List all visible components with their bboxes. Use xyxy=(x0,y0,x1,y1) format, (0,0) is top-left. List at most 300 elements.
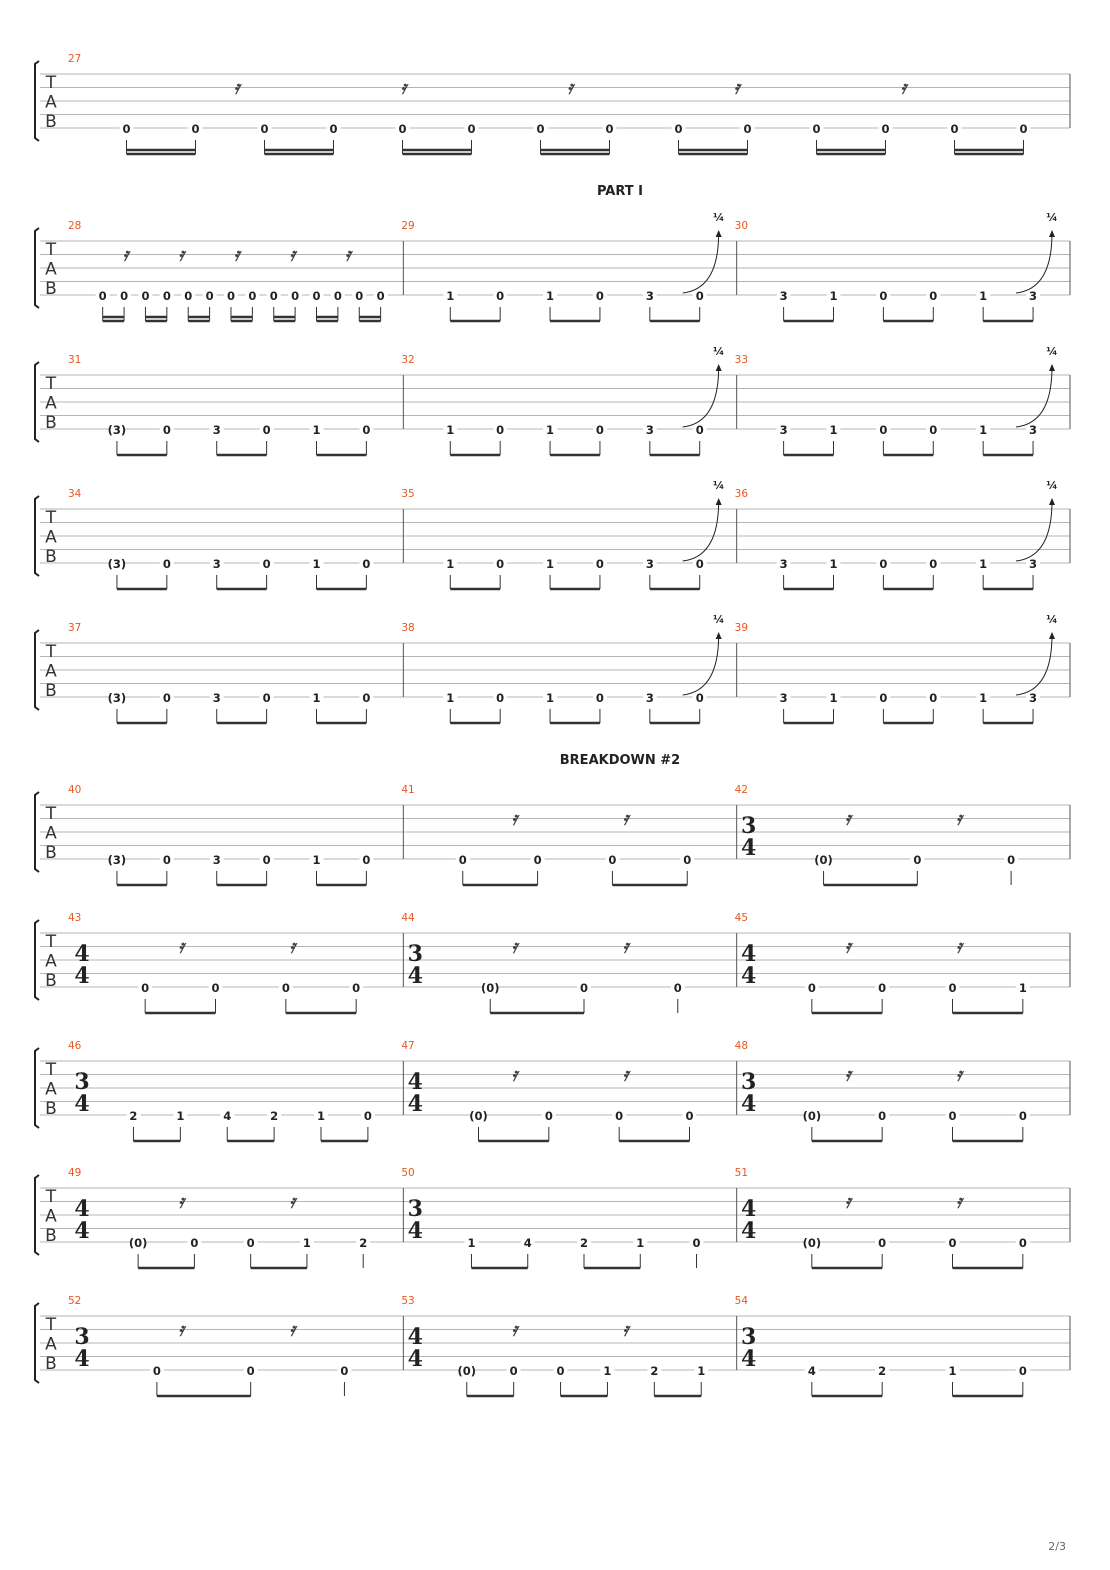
fret-number: 0 xyxy=(329,122,338,136)
fret-number: 0 xyxy=(362,853,371,867)
time-signature-bottom: 4 xyxy=(74,1346,90,1372)
tab-clef-letter: B xyxy=(45,1099,57,1119)
measure-number: 36 xyxy=(734,488,749,500)
time-signature-top: 4 xyxy=(407,1069,423,1095)
fret-number: 1 xyxy=(176,1109,185,1123)
bend-arrowhead xyxy=(716,364,722,371)
fret-number: 2 xyxy=(878,1364,887,1378)
measure xyxy=(401,912,684,1013)
fret-number: 0 xyxy=(355,289,364,303)
fret-number: 0 xyxy=(141,289,150,303)
fret-number: 0 xyxy=(879,423,888,437)
fret-number: 0 xyxy=(362,423,371,437)
rest-symbol: 𝄿 xyxy=(622,1319,629,1341)
measure xyxy=(401,1040,696,1141)
fret-number: 0 xyxy=(615,1109,624,1123)
fret-number: 0 xyxy=(950,122,959,136)
bend-curve xyxy=(683,233,719,293)
fret-number: 0 xyxy=(695,691,704,705)
fret-number: 3 xyxy=(212,557,221,571)
rest-symbol: 𝄿 xyxy=(178,1191,184,1213)
fret-number: (0) xyxy=(480,981,500,995)
tab-clef-letter: T xyxy=(45,1187,57,1207)
fret-number: (0) xyxy=(802,1109,822,1123)
time-signature-bottom: 4 xyxy=(74,963,90,989)
measure xyxy=(68,1167,370,1268)
time-signature-bottom: 4 xyxy=(741,1218,757,1244)
time-signature-top: 3 xyxy=(407,1196,423,1222)
fret-number: (0) xyxy=(128,1236,148,1250)
fret-number: 0 xyxy=(262,853,271,867)
measure xyxy=(735,1295,1030,1396)
fret-number: 0 xyxy=(878,1236,887,1250)
time-signature-top: 3 xyxy=(74,1324,90,1350)
fret-number: 0 xyxy=(1018,1236,1027,1250)
fret-number: 0 xyxy=(162,557,171,571)
fret-number: 0 xyxy=(122,122,131,136)
tab-system xyxy=(35,1040,1070,1141)
bend-curve xyxy=(683,635,719,695)
rest-symbol: 𝄿 xyxy=(345,244,351,266)
time-signature-bottom: 4 xyxy=(74,1218,90,1244)
fret-number: 0 xyxy=(496,289,505,303)
tab-clef-letter: T xyxy=(45,73,57,93)
fret-number: 0 xyxy=(162,691,171,705)
rest-symbol: 𝄿 xyxy=(289,936,295,958)
tab-system xyxy=(35,345,1070,455)
bend-curve xyxy=(1016,367,1052,427)
rest-symbol: 𝄿 xyxy=(289,244,295,266)
fret-number: 0 xyxy=(467,122,476,136)
bend-curve xyxy=(683,501,719,561)
measure xyxy=(401,479,724,589)
fret-number: 0 xyxy=(211,981,220,995)
fret-number: 0 xyxy=(929,289,938,303)
system-bracket xyxy=(35,228,39,308)
measure xyxy=(68,488,373,589)
fret-number: 3 xyxy=(645,557,654,571)
fret-number: 1 xyxy=(948,1364,957,1378)
fret-number: 1 xyxy=(302,1236,311,1250)
fret-number: 3 xyxy=(1029,691,1038,705)
fret-number: 2 xyxy=(359,1236,368,1250)
fret-number: 0 xyxy=(162,289,171,303)
measure xyxy=(68,220,388,321)
time-signature-bottom: 4 xyxy=(407,1091,423,1117)
fret-number: 0 xyxy=(190,1236,199,1250)
fret-number: 0 xyxy=(948,1109,957,1123)
time-signature-bottom: 4 xyxy=(74,1091,90,1117)
fret-number: 1 xyxy=(312,853,321,867)
rest-symbol: 𝄿 xyxy=(289,1191,295,1213)
system-bracket xyxy=(35,362,39,442)
fret-number: 0 xyxy=(362,691,371,705)
system-bracket xyxy=(35,1175,39,1255)
fret-number: 0 xyxy=(152,1364,161,1378)
tab-clef-letter: T xyxy=(45,374,57,394)
measure-number: 54 xyxy=(734,1295,749,1307)
rest-symbol: 𝄿 xyxy=(122,244,129,266)
fret-number: (0) xyxy=(457,1364,477,1378)
rest-symbol: 𝄿 xyxy=(622,808,629,830)
fret-number: 0 xyxy=(544,1109,553,1123)
measure xyxy=(401,784,694,885)
measure xyxy=(68,622,373,723)
measure-number: 47 xyxy=(401,1040,415,1052)
fret-number: 0 xyxy=(362,557,371,571)
fret-number: 1 xyxy=(979,691,988,705)
fret-number: (3) xyxy=(107,691,127,705)
fret-number: 0 xyxy=(683,853,692,867)
measure xyxy=(68,1040,375,1141)
fret-number: 0 xyxy=(376,289,385,303)
rest-symbol: 𝄿 xyxy=(956,1064,962,1086)
tab-clef-letter: T xyxy=(45,508,57,528)
bend-curve xyxy=(1016,233,1052,293)
fret-number: 4 xyxy=(807,1364,816,1378)
measure-number: 43 xyxy=(68,912,82,924)
fret-number: 3 xyxy=(1029,423,1038,437)
fret-number: 0 xyxy=(881,122,890,136)
fret-number: 0 xyxy=(913,853,922,867)
measure-number: 39 xyxy=(734,622,749,634)
measure-number: 32 xyxy=(401,354,415,366)
measure xyxy=(735,912,1030,1013)
tab-clef-letter: T xyxy=(45,804,57,824)
time-signature-bottom: 4 xyxy=(407,1346,423,1372)
time-signature-top: 4 xyxy=(74,941,90,967)
fret-number: 1 xyxy=(446,557,455,571)
tab-clef-letter: B xyxy=(45,1354,57,1374)
fret-number: 0 xyxy=(536,122,545,136)
fret-number: 0 xyxy=(879,691,888,705)
rest-symbol: 𝄿 xyxy=(178,1319,184,1341)
fret-number: 0 xyxy=(695,423,704,437)
fret-number: 3 xyxy=(779,423,788,437)
measure-number: 29 xyxy=(401,220,415,232)
fret-number: 0 xyxy=(260,122,269,136)
tab-clef-letter: A xyxy=(45,1079,57,1100)
fret-number: 0 xyxy=(605,122,614,136)
system-bracket xyxy=(35,1303,39,1383)
fret-number: 0 xyxy=(333,289,342,303)
measure xyxy=(735,784,1018,885)
fret-number: 0 xyxy=(807,981,816,995)
fret-number: 0 xyxy=(685,1109,694,1123)
fret-number: 0 xyxy=(595,423,604,437)
measure-number: 45 xyxy=(734,912,749,924)
fret-number: (3) xyxy=(107,423,127,437)
rest-symbol: 𝄿 xyxy=(233,77,240,99)
fret-number: 3 xyxy=(645,423,654,437)
bend-amount: ¼ xyxy=(1046,345,1058,358)
fret-number: 0 xyxy=(162,423,171,437)
rest-symbol: 𝄿 xyxy=(845,808,851,830)
fret-number: 0 xyxy=(1018,1109,1027,1123)
time-signature-top: 4 xyxy=(407,1324,423,1350)
rest-symbol: 𝄿 xyxy=(733,77,740,99)
fret-number: (0) xyxy=(469,1109,488,1123)
fret-number: (3) xyxy=(107,853,127,867)
fret-number: 1 xyxy=(467,1236,476,1250)
tab-clef-letter: A xyxy=(45,951,57,972)
fret-number: 0 xyxy=(929,423,938,437)
fret-number: 0 xyxy=(595,557,604,571)
tab-system xyxy=(35,1295,1070,1396)
time-signature-bottom: 4 xyxy=(741,1091,757,1117)
fret-number: 0 xyxy=(312,289,321,303)
tab-clef-letter: B xyxy=(45,843,57,863)
bend-amount: ¼ xyxy=(712,211,725,224)
fret-number: (3) xyxy=(107,557,127,571)
measure xyxy=(401,613,724,723)
fret-number: 0 xyxy=(674,122,683,136)
fret-number: 0 xyxy=(533,853,542,867)
time-signature-top: 3 xyxy=(741,1069,757,1095)
bend-amount: ¼ xyxy=(712,479,725,492)
rest-symbol: 𝄿 xyxy=(845,1064,851,1086)
fret-number: 0 xyxy=(269,289,278,303)
fret-number: 3 xyxy=(212,691,221,705)
fret-number: 0 xyxy=(695,289,704,303)
measure-number: 50 xyxy=(401,1167,415,1179)
fret-number: 2 xyxy=(270,1109,279,1123)
measure xyxy=(401,211,724,321)
fret-number: 0 xyxy=(162,853,171,867)
time-signature-bottom: 4 xyxy=(407,963,423,989)
fret-number: 1 xyxy=(603,1364,612,1378)
time-signature-top: 4 xyxy=(74,1196,90,1222)
measure xyxy=(735,1167,1030,1268)
measure-number: 37 xyxy=(68,622,82,634)
time-signature-bottom: 4 xyxy=(741,835,757,861)
measure-number: 42 xyxy=(734,784,749,796)
fret-number: 0 xyxy=(363,1109,372,1123)
fret-number: 2 xyxy=(129,1109,138,1123)
bend-arrowhead xyxy=(1049,230,1055,237)
fret-number: 0 xyxy=(340,1364,349,1378)
fret-number: 0 xyxy=(929,691,938,705)
fret-number: 1 xyxy=(312,691,321,705)
section-title: PART I xyxy=(596,184,644,199)
fret-number: 4 xyxy=(223,1109,232,1123)
fret-number: 0 xyxy=(458,853,467,867)
system-bracket xyxy=(35,792,39,872)
time-signature-top: 4 xyxy=(741,941,757,967)
fret-number: 0 xyxy=(141,981,150,995)
bend-amount: ¼ xyxy=(712,345,725,358)
fret-number: 0 xyxy=(184,289,193,303)
fret-number: 2 xyxy=(650,1364,659,1378)
fret-number: 0 xyxy=(496,557,505,571)
system-bracket xyxy=(35,496,39,576)
measure xyxy=(735,345,1058,455)
rest-symbol: 𝄿 xyxy=(233,244,240,266)
fret-number: 3 xyxy=(1029,289,1038,303)
tab-system xyxy=(35,912,1070,1013)
fret-number: 3 xyxy=(212,423,221,437)
measure-number: 46 xyxy=(68,1040,82,1052)
rest-symbol: 𝄿 xyxy=(622,936,629,958)
bend-curve xyxy=(1016,635,1052,695)
page-number: 2/3 xyxy=(1048,1540,1066,1553)
time-signature-top: 3 xyxy=(741,1324,757,1350)
tab-clef-letter: T xyxy=(45,642,57,662)
fret-number: 1 xyxy=(546,691,555,705)
fret-number: 0 xyxy=(595,289,604,303)
fret-number: 0 xyxy=(205,289,214,303)
measure-number: 53 xyxy=(401,1295,415,1307)
fret-number: 1 xyxy=(316,1109,326,1123)
measure-number: 27 xyxy=(68,53,82,65)
measure xyxy=(401,1295,708,1396)
fret-number: 0 xyxy=(878,1109,887,1123)
measure-number: 38 xyxy=(401,622,415,634)
fret-number: 1 xyxy=(1018,981,1027,995)
fret-number: 0 xyxy=(281,981,290,995)
fret-number: 0 xyxy=(248,289,257,303)
measure xyxy=(735,211,1058,321)
fret-number: 1 xyxy=(829,289,838,303)
section-title: BREAKDOWN #2 xyxy=(559,753,681,768)
time-signature-bottom: 4 xyxy=(407,1218,423,1244)
fret-number: 0 xyxy=(291,289,300,303)
fret-number: (0) xyxy=(802,1236,822,1250)
fret-number: 0 xyxy=(695,557,704,571)
tab-system xyxy=(35,753,1070,885)
fret-number: 0 xyxy=(1007,853,1016,867)
bend-arrowhead xyxy=(716,498,722,505)
tab-clef-letter: A xyxy=(45,1334,57,1355)
fret-number: 3 xyxy=(645,691,654,705)
fret-number: 1 xyxy=(829,557,838,571)
tab-clef-letter: T xyxy=(45,240,57,260)
time-signature-top: 4 xyxy=(741,1196,757,1222)
fret-number: 0 xyxy=(743,122,752,136)
fret-number: 0 xyxy=(948,1236,957,1250)
system-bracket xyxy=(35,1048,39,1128)
fret-number: 0 xyxy=(1018,1364,1027,1378)
measure-number: 41 xyxy=(401,784,415,796)
rest-symbol: 𝄿 xyxy=(400,77,407,99)
measure xyxy=(68,1295,351,1396)
bend-amount: ¼ xyxy=(1046,211,1058,224)
fret-number: 0 xyxy=(98,289,107,303)
tab-clef-letter: T xyxy=(45,932,57,952)
tab-clef-letter: B xyxy=(45,681,57,701)
measure xyxy=(68,912,363,1013)
measure xyxy=(401,1167,703,1268)
fret-number: 0 xyxy=(262,423,271,437)
rest-symbol: 𝄿 xyxy=(956,936,962,958)
measure-number: 44 xyxy=(401,912,415,924)
bend-amount: ¼ xyxy=(1046,613,1058,626)
fret-number: 1 xyxy=(829,691,838,705)
fret-number: 0 xyxy=(948,981,957,995)
system-bracket xyxy=(35,630,39,710)
tab-system xyxy=(35,184,1070,321)
tab-clef-letter: B xyxy=(45,547,57,567)
tab-system xyxy=(35,479,1070,589)
bend-amount: ¼ xyxy=(1046,479,1058,492)
fret-number: 0 xyxy=(878,981,887,995)
time-signature-bottom: 4 xyxy=(741,963,757,989)
tab-system xyxy=(35,1167,1070,1268)
fret-number: 0 xyxy=(692,1236,701,1250)
fret-number: 3 xyxy=(779,289,788,303)
rest-symbol: 𝄿 xyxy=(956,808,962,830)
bend-arrowhead xyxy=(716,230,722,237)
bend-arrowhead xyxy=(1049,498,1055,505)
measure xyxy=(735,613,1058,723)
system-bracket xyxy=(35,61,39,141)
fret-number: 0 xyxy=(191,122,200,136)
measure-number: 28 xyxy=(68,220,82,232)
bend-arrowhead xyxy=(716,632,722,639)
fret-number: 0 xyxy=(556,1364,565,1378)
fret-number: 1 xyxy=(546,557,555,571)
tab-clef-letter: B xyxy=(45,413,57,433)
fret-number: 1 xyxy=(546,289,555,303)
fret-number: 3 xyxy=(645,289,654,303)
tab-clef-letter: A xyxy=(45,1206,57,1227)
tab-clef-letter: B xyxy=(45,1226,57,1246)
tab-clef-letter: A xyxy=(45,823,57,844)
rest-symbol: 𝄿 xyxy=(900,77,907,99)
fret-number: 0 xyxy=(929,557,938,571)
fret-number: 0 xyxy=(673,981,682,995)
measure-number: 51 xyxy=(734,1167,749,1179)
tab-clef-letter: A xyxy=(45,92,57,113)
measure xyxy=(735,479,1058,589)
fret-number: 0 xyxy=(246,1364,255,1378)
measure xyxy=(68,53,1031,154)
tab-clef-letter: T xyxy=(45,1315,57,1335)
fret-number: 1 xyxy=(546,423,555,437)
bend-curve xyxy=(1016,501,1052,561)
fret-number: 3 xyxy=(779,691,788,705)
tab-clef-letter: A xyxy=(45,661,57,682)
fret-number: 0 xyxy=(398,122,407,136)
time-signature-top: 3 xyxy=(741,813,757,839)
fret-number: 0 xyxy=(509,1364,518,1378)
fret-number: 0 xyxy=(812,122,821,136)
fret-number: 0 xyxy=(246,1236,255,1250)
tab-clef-letter: T xyxy=(45,1060,57,1080)
measure-number: 35 xyxy=(401,488,415,500)
fret-number: 0 xyxy=(595,691,604,705)
measure-number: 33 xyxy=(734,354,749,366)
tab-clef-letter: A xyxy=(45,259,57,280)
bend-arrowhead xyxy=(1049,632,1055,639)
bend-curve xyxy=(683,367,719,427)
fret-number: 0 xyxy=(120,289,129,303)
fret-number: 3 xyxy=(1029,557,1038,571)
fret-number: 3 xyxy=(779,557,788,571)
fret-number: 4 xyxy=(523,1236,532,1250)
rest-symbol: 𝄿 xyxy=(511,808,518,830)
fret-number: 0 xyxy=(262,557,271,571)
measure xyxy=(735,1040,1030,1141)
fret-number: 0 xyxy=(352,981,361,995)
fret-number: 0 xyxy=(496,691,505,705)
tab-system xyxy=(35,613,1070,723)
tab-clef-letter: A xyxy=(45,393,57,414)
fret-number: 1 xyxy=(697,1364,706,1378)
fret-number: 0 xyxy=(579,981,589,995)
fret-number: 2 xyxy=(579,1236,589,1250)
fret-number: 0 xyxy=(1019,122,1028,136)
